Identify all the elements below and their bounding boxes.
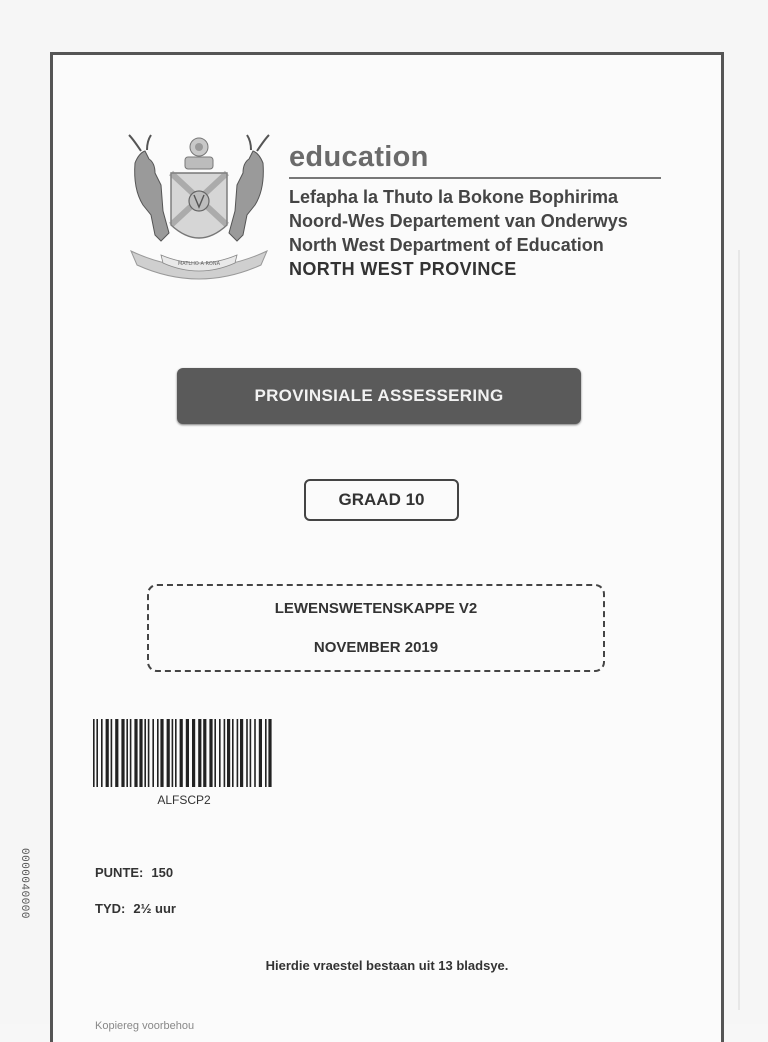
- barcode-bar: [167, 719, 170, 787]
- education-wordmark: education: [289, 141, 429, 173]
- page-count-note: Hierdie vraestel bestaan uit 13 bladsye.: [265, 958, 509, 973]
- subject-box: [147, 584, 605, 672]
- barcode-bar: [214, 719, 216, 787]
- header-rule: [289, 177, 661, 179]
- barcode-code: ALFSCP2: [157, 793, 211, 807]
- barcode-bar: [101, 719, 103, 787]
- cover-page-frame: [50, 52, 724, 1042]
- barcode-bar: [232, 719, 234, 787]
- time-value: 2½ uur: [133, 901, 176, 916]
- barcode-bar: [96, 719, 98, 787]
- barcode-bar: [175, 719, 177, 787]
- side-scan-code: [6, 848, 36, 918]
- barcode-bar: [144, 719, 146, 787]
- copyright-note: Kopiereg voorbehou: [95, 1020, 195, 1032]
- barcode-bar: [268, 719, 271, 787]
- coat-of-arms-icon: [121, 133, 277, 283]
- grade-box: GRAAD 10: [304, 479, 459, 521]
- crest-motto: MATLHO A RONA: [177, 261, 221, 267]
- province-name: NORTH WEST PROVINCE: [289, 259, 517, 279]
- page-edge-shadow: [738, 250, 740, 1010]
- barcode-bar: [121, 719, 124, 787]
- barcode-icon: [93, 719, 275, 787]
- exam-date: NOVEMBER 2019: [313, 639, 439, 656]
- barcode-bar: [259, 719, 262, 787]
- barcode-bar: [115, 719, 118, 787]
- barcode-bar: [148, 719, 150, 787]
- barcode-bar: [139, 719, 142, 787]
- barcode-bar: [180, 719, 183, 787]
- assessment-banner: PROVINSIALE ASSESSERING: [177, 368, 581, 424]
- barcode-bar: [152, 719, 154, 787]
- barcode-bar: [224, 719, 226, 787]
- time-row: [95, 901, 176, 916]
- dept-line-setswana: Lefapha la Thuto la Bokone Bophirima: [289, 187, 619, 207]
- barcode-bar: [106, 719, 109, 787]
- barcode-bar: [160, 719, 163, 787]
- barcode-bar: [254, 719, 256, 787]
- barcode-bar: [111, 719, 113, 787]
- dept-line-english: North West Department of Education: [289, 235, 604, 255]
- barcode-bar: [227, 719, 230, 787]
- barcode-bar: [240, 719, 243, 787]
- marks-row: [95, 865, 173, 880]
- barcode-bar: [198, 719, 201, 787]
- barcode-bar: [172, 719, 174, 787]
- time-label: TYD:: [95, 901, 126, 916]
- barcode-bar: [237, 719, 239, 787]
- department-header: [289, 141, 661, 281]
- dept-line-afrikaans: Noord-Wes Departement van Onderwys: [289, 211, 628, 231]
- barcode-bar: [246, 719, 248, 787]
- barcode-bar: [203, 719, 206, 787]
- marks-value: 150: [151, 865, 174, 880]
- marks-label: PUNTE:: [95, 865, 144, 880]
- barcode-bar: [134, 719, 137, 787]
- barcode-bar: [250, 719, 252, 787]
- side-code-text: 0000040000: [18, 848, 30, 920]
- barcode-bar: [219, 719, 221, 787]
- barcode-bar: [93, 719, 95, 787]
- barcode-bar: [192, 719, 195, 787]
- barcode-bar: [126, 719, 128, 787]
- barcode-bar: [130, 719, 132, 787]
- barcode-bar: [186, 719, 189, 787]
- barcode-bar: [209, 719, 212, 787]
- subject-name: LEWENSWETENSKAPPE V2: [274, 600, 478, 617]
- barcode-bar: [265, 719, 267, 787]
- barcode-bar: [157, 719, 159, 787]
